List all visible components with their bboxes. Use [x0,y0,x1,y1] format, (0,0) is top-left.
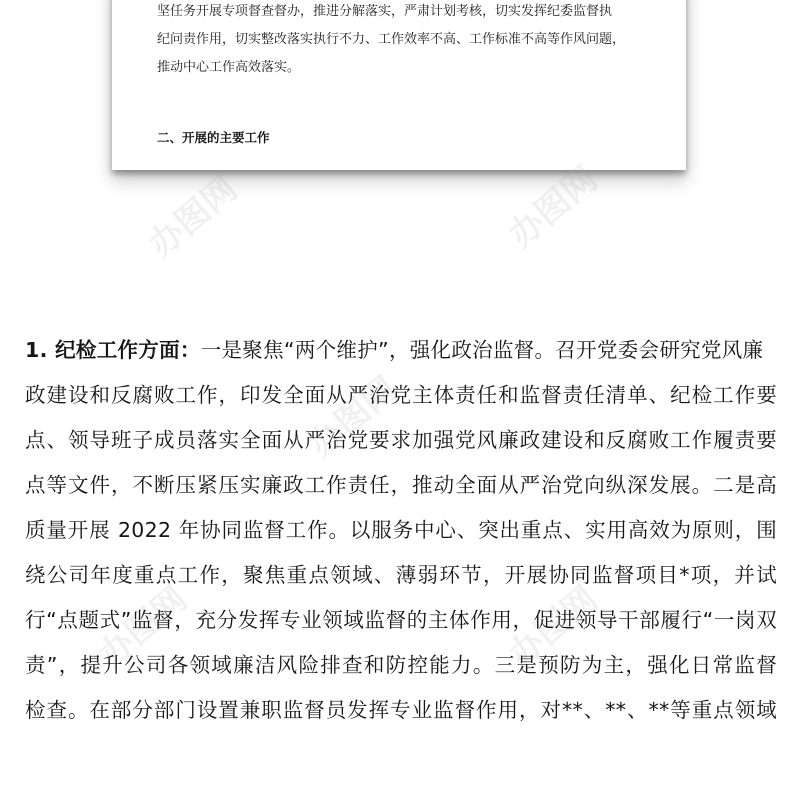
watermark-text: 办图网 [141,169,246,266]
watermark-text: 办图网 [91,579,196,676]
body-line: 点等文件，不断压紧压实廉政工作责任，推动全面从严治党向纵深发展。二是高 [25,473,777,497]
document-body [25,328,777,733]
preview-line: 纪问责作用，切实整改落实执行不力、工作效率不高、工作标准不高等作风问题， [157,32,626,47]
section-lead: 1. 纪检工作方面： [25,338,201,362]
section-heading: 二、开展的主要工作 [157,130,270,145]
body-line: 责”，提升公司各领域廉洁风险排查和防控能力。三是预防为主，强化日常监督 [25,653,777,677]
document-page-preview [112,0,686,170]
body-line: 行“点题式”监督，充分发挥专业领域监督的主体作用，促进领导干部履行“一岗双 [25,608,777,632]
body-line: 政建设和反腐败工作，印发全面从严治党主体责任和监督责任清单、纪检工作要 [25,383,777,407]
body-line: 点、领导班子成员落实全面从严治党要求加强党风廉政建设和反腐败工作履责要 [25,428,777,452]
body-line: 绕公司年度重点工作，聚焦重点领域、薄弱环节，开展协同监督项目*项，并试 [25,563,777,587]
watermark-text: 办图网 [501,579,606,676]
preview-line: 推动中心工作高效落实。 [157,60,301,75]
body-line: 检查。在部分部门设置兼职监督员发挥专业监督作用，对**、**、**等重点领域 [25,698,777,722]
watermark-text: 办图网 [301,369,406,466]
body-line-text: 一是聚焦“两个维护”，强化政治监督。召开党委会研究党风廉 [200,338,764,362]
body-line [25,328,777,373]
watermark-text: 办图网 [501,159,606,256]
preview-lines [157,0,625,82]
preview-line: 坚任务开展专项督查督办，推进分解落实，严肃计划考核，切实发挥纪委监督执 [157,4,613,19]
body-line: 质量开展 2022 年协同监督工作。以服务中心、突出重点、实用高效为原则，围 [25,518,777,542]
